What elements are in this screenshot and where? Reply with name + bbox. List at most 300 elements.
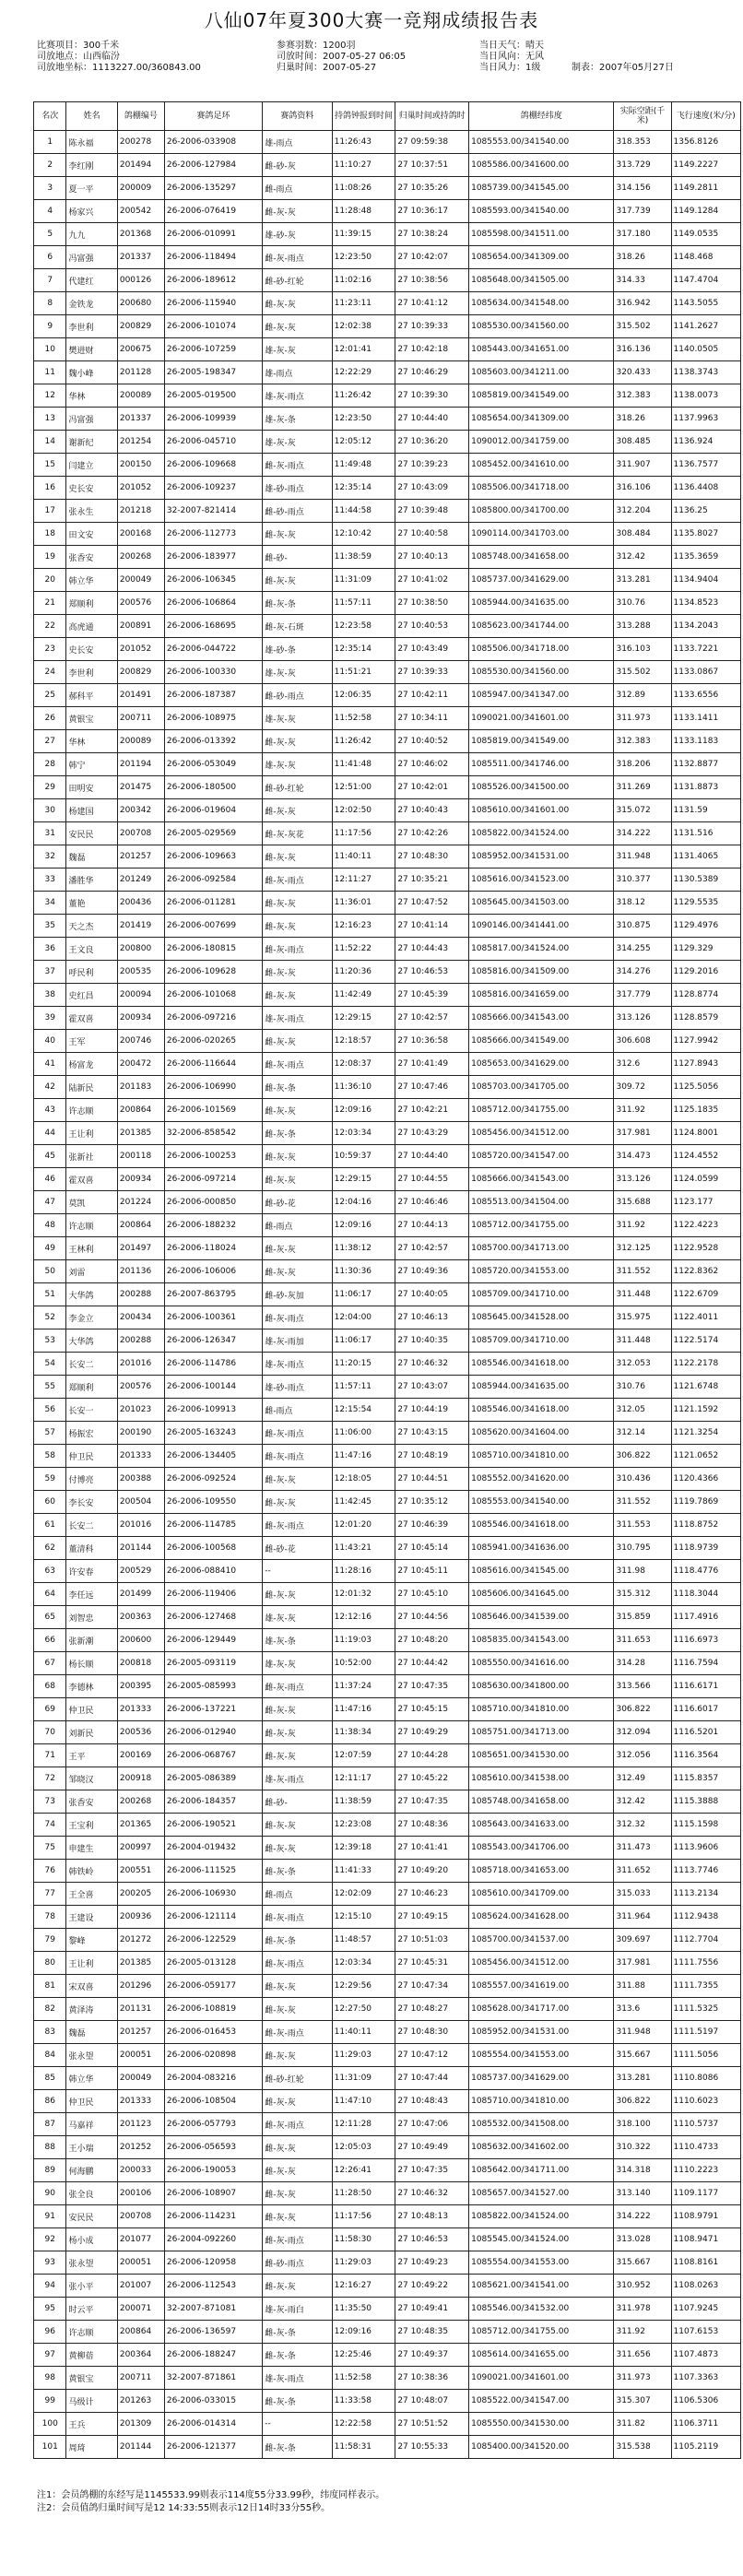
- table-cell: 1085654.00/341309.00: [469, 246, 614, 269]
- table-cell: 1085817.00/341524.00: [469, 938, 614, 961]
- table-cell: 315.688: [614, 1191, 671, 1214]
- table-cell: 67: [34, 1652, 66, 1675]
- table-cell: 320.433: [614, 361, 671, 384]
- table-cell: 311.82: [614, 2413, 671, 2436]
- table-cell: 1113.2134: [671, 1883, 740, 1906]
- table-cell: 200094: [117, 984, 164, 1007]
- table-cell: 雌-灰-雨点: [263, 2021, 332, 2044]
- table-cell: 41: [34, 1053, 66, 1076]
- table-cell: 26-2006-134405: [164, 1445, 262, 1468]
- table-cell: 27 10:39:33: [395, 661, 469, 684]
- table-cell: 26-2006-106006: [164, 1260, 262, 1283]
- table-cell: 11:31:09: [332, 2067, 395, 2090]
- table-cell: 26-2006-118024: [164, 1237, 262, 1260]
- table-cell: 311.552: [614, 1491, 671, 1514]
- table-cell: 201023: [117, 1399, 164, 1422]
- table-cell: 26-2006-012940: [164, 1721, 262, 1744]
- table-cell: 莫凯: [66, 1191, 117, 1214]
- table-cell: 80: [34, 1952, 66, 1975]
- table-cell: 1090021.00/341601.00: [469, 2367, 614, 2390]
- table-cell: 王小瑞: [66, 2136, 117, 2159]
- table-cell: 1085703.00/341705.00: [469, 1076, 614, 1099]
- table-cell: 200342: [117, 799, 164, 822]
- table-cell: 1085648.00/341505.00: [469, 269, 614, 292]
- table-cell: 21: [34, 592, 66, 615]
- table-cell: 27 10:42:57: [395, 1007, 469, 1030]
- table-cell: 雌-灰-灰: [263, 1145, 332, 1168]
- table-row: [34, 1329, 741, 1353]
- table-cell: 11:17:56: [332, 822, 395, 845]
- table-row: [34, 822, 741, 845]
- table-cell: 201263: [117, 2390, 164, 2413]
- table-row: [34, 1445, 741, 1468]
- table-cell: 26-2006-020898: [164, 2044, 262, 2067]
- table-cell: 310.436: [614, 1468, 671, 1491]
- table-cell: 雄-雨点: [263, 131, 332, 154]
- table-cell: 317.981: [614, 1952, 671, 1975]
- table-cell: 311.92: [614, 1099, 671, 1122]
- table-cell: 318.26: [614, 246, 671, 269]
- table-cell: 26-2006-188232: [164, 1214, 262, 1237]
- table-cell: 雄-砂-灰: [263, 223, 332, 246]
- table-cell: 1085624.00/341628.00: [469, 1906, 614, 1929]
- table-cell: 27 09:59:38: [395, 131, 469, 154]
- table-cell: 311.269: [614, 776, 671, 799]
- table-cell: 27 10:49:29: [395, 1721, 469, 1744]
- table-row: [34, 200, 741, 223]
- table-cell: 雌-砂-雨点: [263, 500, 332, 523]
- table-cell: 10:59:37: [332, 1145, 395, 1168]
- table-cell: 200288: [117, 1329, 164, 1353]
- table-cell: 27 10:34:11: [395, 707, 469, 730]
- table-cell: 64: [34, 1583, 66, 1606]
- table-cell: 200205: [117, 1883, 164, 1906]
- table-cell: 311.652: [614, 1860, 671, 1883]
- table-cell: 11:29:03: [332, 2251, 395, 2275]
- table-cell: 安民民: [66, 822, 117, 845]
- table-cell: 311.448: [614, 1283, 671, 1306]
- table-cell: 1117.4916: [671, 1606, 740, 1629]
- table-cell: 12:25:46: [332, 2344, 395, 2367]
- table-cell: 田文安: [66, 523, 117, 546]
- table-cell: 韩铁岭: [66, 1860, 117, 1883]
- table-row: [34, 799, 741, 822]
- table-cell: 27 10:39:23: [395, 454, 469, 477]
- table-cell: 华林: [66, 730, 117, 753]
- table-cell: 雄-灰-条: [263, 408, 332, 431]
- table-cell: 12:22:58: [332, 2413, 395, 2436]
- table-cell: 200472: [117, 1053, 164, 1076]
- table-cell: 1085532.00/341508.00: [469, 2113, 614, 2136]
- table-cell: 1085606.00/341645.00: [469, 1583, 614, 1606]
- table-cell: 雄-灰-灰: [263, 338, 332, 361]
- table-cell: 200535: [117, 961, 164, 984]
- table-cell: 27 10:44:40: [395, 408, 469, 431]
- table-cell: 11:31:09: [332, 569, 395, 592]
- table-cell: 200864: [117, 2321, 164, 2344]
- col-header: 名次: [34, 102, 66, 131]
- table-cell: 1140.0505: [671, 338, 740, 361]
- table-cell: 刘新民: [66, 1721, 117, 1744]
- table-cell: 317.180: [614, 223, 671, 246]
- table-cell: 27 10:35:26: [395, 177, 469, 200]
- table-cell: 雌-灰-雨点: [263, 1445, 332, 1468]
- table-cell: 315.859: [614, 1606, 671, 1629]
- table-cell: 313.281: [614, 2067, 671, 2090]
- table-cell: 1085554.00/341553.00: [469, 2251, 614, 2275]
- table-cell: 89: [34, 2159, 66, 2182]
- table-cell: 1131.516: [671, 822, 740, 845]
- table-cell: 26-2006-122529: [164, 1929, 262, 1952]
- table-cell: 19: [34, 546, 66, 569]
- table-cell: 96: [34, 2321, 66, 2344]
- table-cell: 雌-灰-灰: [263, 2136, 332, 2159]
- table-cell: 1107.3363: [671, 2367, 740, 2390]
- table-cell: 27 10:37:51: [395, 154, 469, 177]
- table-cell: 27 10:42:57: [395, 1237, 469, 1260]
- table-cell: 32-2006-858542: [164, 1122, 262, 1145]
- table-cell: 26-2006-014314: [164, 2413, 262, 2436]
- table-row: [34, 1076, 741, 1099]
- table-cell: 韩宁: [66, 753, 117, 776]
- table-cell: 12:02:09: [332, 1883, 395, 1906]
- table-cell: 315.033: [614, 1883, 671, 1906]
- table-cell: 1108.8161: [671, 2251, 740, 2275]
- table-cell: 11:26:43: [332, 131, 395, 154]
- table-cell: 许志顺: [66, 1099, 117, 1122]
- table-cell: 王宝利: [66, 1814, 117, 1837]
- table-cell: 1118.3044: [671, 1583, 740, 1606]
- table-cell: 42: [34, 1076, 66, 1099]
- table-cell: 陆新民: [66, 1076, 117, 1099]
- table-cell: 26-2006-180500: [164, 776, 262, 799]
- table-cell: 27 10:42:07: [395, 246, 469, 269]
- table-cell: 94: [34, 2275, 66, 2298]
- table-cell: 雌-灰-雨点: [263, 869, 332, 892]
- table-cell: 雌-灰-条: [263, 1122, 332, 1145]
- table-cell: 张香安: [66, 1790, 117, 1814]
- table-cell: 12:04:00: [332, 1306, 395, 1329]
- table-cell: 313.6: [614, 1998, 671, 2021]
- table-cell: 26-2006-121377: [164, 2436, 262, 2459]
- table-cell: 26-2006-115940: [164, 292, 262, 315]
- table-cell: 1085712.00/341755.00: [469, 2321, 614, 2344]
- table-cell: 27 10:48:30: [395, 845, 469, 869]
- table-cell: 312.125: [614, 1237, 671, 1260]
- table-row: [34, 1099, 741, 1122]
- table-cell: 雌-灰-条: [263, 2436, 332, 2459]
- table-cell: 27 10:46:32: [395, 1353, 469, 1376]
- table-cell: 1132.8877: [671, 753, 740, 776]
- table-cell: 201224: [117, 1191, 164, 1214]
- table-cell: 27 10:40:05: [395, 1283, 469, 1306]
- table-cell: 李任远: [66, 1583, 117, 1606]
- table-cell: 313.288: [614, 615, 671, 638]
- table-row: [34, 1952, 741, 1975]
- table-cell: 200363: [117, 1606, 164, 1629]
- table-row: [34, 1306, 741, 1329]
- table-cell: 12:23:08: [332, 1814, 395, 1837]
- table-cell: 27 10:46:39: [395, 1514, 469, 1537]
- footnotes: [37, 2489, 384, 2515]
- table-cell: 杨家兴: [66, 200, 117, 223]
- table-cell: 雄-灰-雨加: [263, 1329, 332, 1353]
- table-cell: 雌-砂-灰: [263, 154, 332, 177]
- table-cell: 317.739: [614, 200, 671, 223]
- table-cell: 1136.4408: [671, 477, 740, 500]
- table-cell: 11: [34, 361, 66, 384]
- table-cell: 王军: [66, 1030, 117, 1053]
- table-row: [34, 315, 741, 338]
- table-cell: 4: [34, 200, 66, 223]
- table-cell: 1090146.00/341441.00: [469, 915, 614, 938]
- table-cell: 27 10:41:41: [395, 1837, 469, 1860]
- table-cell: 1119.7869: [671, 1491, 740, 1514]
- table-row: [34, 707, 741, 730]
- table-cell: 雌-砂-灰加: [263, 1283, 332, 1306]
- table-cell: 雌-灰-条: [263, 2390, 332, 2413]
- table-cell: 65: [34, 1606, 66, 1629]
- table-cell: 26-2006-088410: [164, 1560, 262, 1583]
- table-cell: 24: [34, 661, 66, 684]
- table-cell: 11:06:17: [332, 1329, 395, 1353]
- table-cell: 311.98: [614, 1560, 671, 1583]
- table-cell: 雌-灰-灰: [263, 523, 332, 546]
- table-cell: 26-2006-129449: [164, 1629, 262, 1652]
- table-cell: 1085642.00/341711.00: [469, 2159, 614, 2182]
- table-cell: 1116.7594: [671, 1652, 740, 1675]
- table-cell: 26-2006-100253: [164, 1145, 262, 1168]
- table-cell: 10: [34, 338, 66, 361]
- table-cell: 55: [34, 1376, 66, 1399]
- table-cell: 1085645.00/341503.00: [469, 892, 614, 915]
- table-row: [34, 1122, 741, 1145]
- table-cell: 6: [34, 246, 66, 269]
- table-cell: 201499: [117, 1583, 164, 1606]
- table-cell: 201128: [117, 361, 164, 384]
- table-cell: 26-2006-116644: [164, 1053, 262, 1076]
- table-cell: 11:40:11: [332, 845, 395, 869]
- table-cell: 雌-灰-灰: [263, 2275, 332, 2298]
- table-cell: 1133.7221: [671, 638, 740, 661]
- table-cell: 11:52:22: [332, 938, 395, 961]
- table-cell: 1085816.00/341659.00: [469, 984, 614, 1007]
- table-row: [34, 892, 741, 915]
- table-row: [34, 592, 741, 615]
- table-cell: 18: [34, 523, 66, 546]
- table-cell: 26-2006-010991: [164, 223, 262, 246]
- table-cell: 1138.3743: [671, 361, 740, 384]
- table-cell: 韩立华: [66, 2067, 117, 2090]
- table-cell: 200051: [117, 2044, 164, 2067]
- table-cell: 311.978: [614, 2298, 671, 2321]
- table-cell: 312.053: [614, 1353, 671, 1376]
- table-cell: 11:08:26: [332, 177, 395, 200]
- table-cell: 200891: [117, 615, 164, 638]
- table-row: [34, 961, 741, 984]
- table-cell: 11:58:30: [332, 2228, 395, 2251]
- table-cell: 27 10:43:09: [395, 477, 469, 500]
- table-cell: 1356.8126: [671, 131, 740, 154]
- info-item: 司放地坐标：1113227.00/360843.00: [37, 63, 201, 73]
- table-row: [34, 1353, 741, 1376]
- table-cell: 311.88: [614, 1975, 671, 1998]
- table-cell: 王让利: [66, 1122, 117, 1145]
- table-cell: 27 10:46:29: [395, 361, 469, 384]
- table-cell: 27 10:48:20: [395, 1629, 469, 1652]
- table-cell: 58: [34, 1445, 66, 1468]
- table-cell: 1085552.00/341620.00: [469, 1468, 614, 1491]
- table-cell: 200746: [117, 1030, 164, 1053]
- table-cell: 雌-灰-石斑: [263, 615, 332, 638]
- table-cell: 318.100: [614, 2113, 671, 2136]
- table-row: [34, 2113, 741, 2136]
- table-cell: 1149.2227: [671, 154, 740, 177]
- table-cell: 200436: [117, 892, 164, 915]
- table-cell: 雌-灰-灰: [263, 892, 332, 915]
- table-cell: 雌-灰-灰: [263, 2159, 332, 2182]
- table-cell: 11:36:10: [332, 1076, 395, 1099]
- table-cell: 27 10:46:02: [395, 753, 469, 776]
- table-cell: 200918: [117, 1767, 164, 1790]
- table-cell: 311.473: [614, 1837, 671, 1860]
- table-cell: 1112.9438: [671, 1906, 740, 1929]
- table-cell: 312.42: [614, 546, 671, 569]
- table-cell: 王兵: [66, 2413, 117, 2436]
- table-row: [34, 869, 741, 892]
- table-cell: 27 10:40:35: [395, 1329, 469, 1353]
- table-cell: 26-2006-190053: [164, 2159, 262, 2182]
- table-cell: 11:19:03: [332, 1629, 395, 1652]
- table-cell: 5: [34, 223, 66, 246]
- info-item: 归巢时间：2007-05-27: [277, 63, 377, 73]
- table-cell: 200089: [117, 384, 164, 408]
- table-cell: 雌-砂-雨点: [263, 684, 332, 707]
- table-cell: 310.952: [614, 2275, 671, 2298]
- table-cell: 201144: [117, 1537, 164, 1560]
- table-cell: 27 10:47:35: [395, 1675, 469, 1698]
- table-cell: 11:38:12: [332, 1237, 395, 1260]
- table-cell: 12:06:35: [332, 684, 395, 707]
- table-cell: 12:35:14: [332, 477, 395, 500]
- table-cell: 200118: [117, 1145, 164, 1168]
- col-header: 鸽棚经纬度: [469, 102, 614, 131]
- table-cell: 黄银宝: [66, 2367, 117, 2390]
- table-cell: 1085710.00/341810.00: [469, 1445, 614, 1468]
- table-cell: 201385: [117, 1122, 164, 1145]
- table-cell: 27 10:47:46: [395, 1076, 469, 1099]
- table-cell: 王文良: [66, 938, 117, 961]
- table-cell: 11:48:57: [332, 1929, 395, 1952]
- table-cell: 200536: [117, 1721, 164, 1744]
- table-cell: 雌-灰-雨点: [263, 1422, 332, 1445]
- info-mid: [277, 41, 406, 74]
- table-cell: 雌-灰-雨点: [263, 1514, 332, 1537]
- table-cell: 樊进财: [66, 338, 117, 361]
- table-cell: 1136.924: [671, 431, 740, 454]
- table-cell: 27 10:43:49: [395, 638, 469, 661]
- table-cell: 26-2006-033015: [164, 2390, 262, 2413]
- table-cell: 雌-灰-灰: [263, 961, 332, 984]
- table-row: [34, 2367, 741, 2390]
- table-cell: 47: [34, 1191, 66, 1214]
- table-cell: 3: [34, 177, 66, 200]
- table-row: [34, 1191, 741, 1214]
- table-cell: 314.318: [614, 2159, 671, 2182]
- table-cell: 201007: [117, 2275, 164, 2298]
- table-cell: 王建设: [66, 1906, 117, 1929]
- table-cell: 27 10:47:44: [395, 2067, 469, 2090]
- table-cell: 1085550.00/341530.00: [469, 2413, 614, 2436]
- table-cell: 雌-灰-灰: [263, 200, 332, 223]
- col-header: 赛鸽资料: [263, 102, 332, 131]
- table-cell: 306.822: [614, 1698, 671, 1721]
- table-cell: 1130.5389: [671, 869, 740, 892]
- table-cell: 杨富龙: [66, 1053, 117, 1076]
- table-cell: 1085513.00/341504.00: [469, 1191, 614, 1214]
- table-cell: 雄-雨点: [263, 361, 332, 384]
- table-cell: 李世利: [66, 661, 117, 684]
- table-cell: 1107.9245: [671, 2298, 740, 2321]
- table-cell: 谢新纪: [66, 431, 117, 454]
- table-cell: 霍双喜: [66, 1168, 117, 1191]
- table-cell: 313.126: [614, 1007, 671, 1030]
- table-cell: 27 10:41:49: [395, 1053, 469, 1076]
- table-cell: 12:15:10: [332, 1906, 395, 1929]
- table-cell: 27 10:47:12: [395, 2044, 469, 2067]
- table-cell: 95: [34, 2298, 66, 2321]
- table-cell: 1085610.00/341601.00: [469, 799, 614, 822]
- table-cell: 11:20:15: [332, 1353, 395, 1376]
- table-cell: 27 10:45:31: [395, 1952, 469, 1975]
- table-cell: 98: [34, 2367, 66, 2390]
- table-cell: 27 10:49:49: [395, 2136, 469, 2159]
- table-row: [34, 1168, 741, 1191]
- table-cell: 1085720.00/341547.00: [469, 1145, 614, 1168]
- table-cell: 26-2006-101569: [164, 1099, 262, 1122]
- table-cell: 27 10:44:42: [395, 1652, 469, 1675]
- table-cell: 87: [34, 2113, 66, 2136]
- table-cell: 200288: [117, 1283, 164, 1306]
- table-cell: 11:28:50: [332, 2182, 395, 2205]
- table-cell: 201365: [117, 1814, 164, 1837]
- table-row: [34, 1606, 741, 1629]
- table-cell: 26-2006-092584: [164, 869, 262, 892]
- table-cell: 1127.9942: [671, 1030, 740, 1053]
- table-cell: 26-2006-184357: [164, 1790, 262, 1814]
- table-cell: 11:57:11: [332, 592, 395, 615]
- table-cell: 1120.4366: [671, 1468, 740, 1491]
- info-item: 参赛羽数：1200羽: [277, 41, 356, 51]
- table-row: [34, 1422, 741, 1445]
- table-cell: 200106: [117, 2182, 164, 2205]
- table-cell: 309.72: [614, 1076, 671, 1099]
- table-row: [34, 292, 741, 315]
- info-item: 当日风向：无风: [479, 52, 544, 62]
- table-cell: 201333: [117, 2090, 164, 2113]
- table-cell: 1135.3659: [671, 546, 740, 569]
- table-cell: 45: [34, 1145, 66, 1168]
- table-cell: 27 10:47:35: [395, 1790, 469, 1814]
- table-cell: 冯富强: [66, 246, 117, 269]
- table-row: [34, 223, 741, 246]
- table-cell: 26-2006-120958: [164, 2251, 262, 2275]
- table-cell: 26-2006-109663: [164, 845, 262, 869]
- table-cell: 张新潮: [66, 1629, 117, 1652]
- table-cell: 311.92: [614, 1214, 671, 1237]
- table-row: [34, 546, 741, 569]
- table-cell: 1085610.00/341709.00: [469, 1883, 614, 1906]
